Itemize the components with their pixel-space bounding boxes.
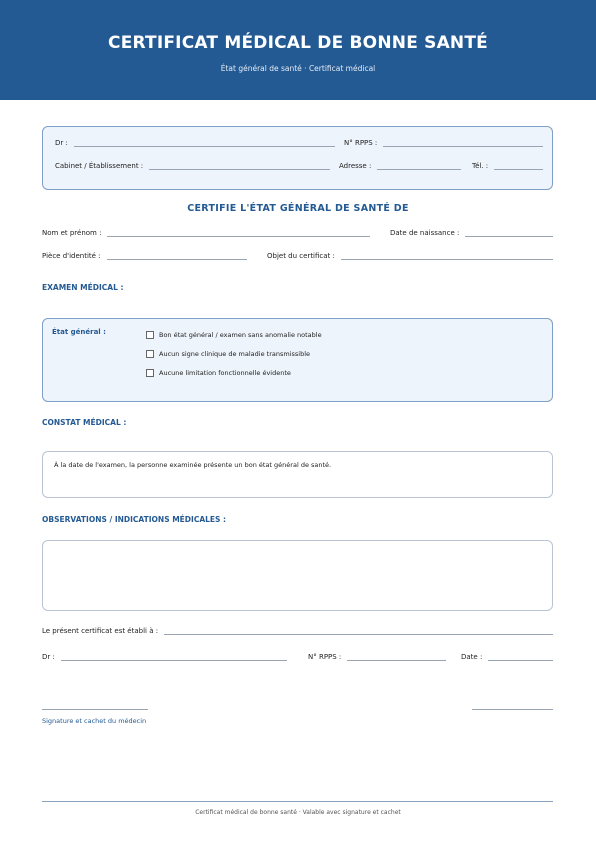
- tel-line[interactable]: [494, 164, 543, 170]
- doctor-rpps-field[interactable]: [344, 139, 543, 147]
- closing-rpps-line[interactable]: [347, 655, 446, 661]
- exam-section-title: EXAMEN MÉDICAL :: [42, 283, 124, 292]
- doctor-name-label: Dr :: [55, 139, 68, 147]
- closing-doctor-line[interactable]: [61, 655, 287, 661]
- stamp-line[interactable]: [472, 709, 553, 710]
- checkbox-option-1-label: Bon état général / examen sans anomalie notable: [159, 331, 322, 339]
- established-at-label: Le présent certificat est établi à :: [42, 627, 159, 635]
- general-state-label: État général :: [52, 328, 106, 336]
- id-document-line[interactable]: [107, 254, 247, 260]
- document-subtitle: État général de santé · Certificat médical: [220, 64, 376, 73]
- tel-label: Tél. :: [472, 162, 489, 170]
- checkbox-option-1[interactable]: [146, 331, 322, 339]
- closing-date-field[interactable]: [461, 653, 553, 661]
- adresse-line[interactable]: [377, 164, 461, 170]
- adresse-field[interactable]: [339, 162, 461, 170]
- checkbox-2[interactable]: [146, 350, 154, 358]
- birthdate-label: Date de naissance :: [390, 229, 460, 237]
- doctor-name-field[interactable]: [55, 139, 335, 147]
- observations-section-title: OBSERVATIONS / INDICATIONS MÉDICALES :: [42, 515, 227, 524]
- document-header: [0, 0, 596, 100]
- observations-box[interactable]: [42, 540, 553, 611]
- doctor-name-line[interactable]: [74, 141, 335, 147]
- id-document-field[interactable]: [42, 252, 247, 260]
- closing-doctor-label: Dr :: [42, 653, 55, 661]
- birthdate-field[interactable]: [390, 229, 553, 237]
- established-at-field[interactable]: [42, 627, 553, 635]
- signature-label: Signature et cachet du médecin: [42, 717, 147, 725]
- footer-divider: [42, 801, 553, 802]
- doctor-info-box: [42, 126, 553, 190]
- doctor-rpps-label: N° RPPS :: [344, 139, 378, 147]
- closing-date-label: Date :: [461, 653, 483, 661]
- closing-rpps-field[interactable]: [308, 653, 446, 661]
- birthdate-line[interactable]: [465, 231, 553, 237]
- cabinet-field[interactable]: [55, 162, 330, 170]
- constat-text: À la date de l'examen, la personne examinée présente un bon état général de santé.: [54, 461, 332, 469]
- certifies-title: CERTIFIE L'ÉTAT GÉNÉRAL DE SANTÉ DE: [187, 203, 409, 214]
- checkbox-option-3[interactable]: [146, 369, 291, 377]
- footer-text: Certificat médical de bonne santé · Valable avec signature et cachet: [195, 809, 401, 816]
- signature-line[interactable]: [42, 709, 148, 710]
- established-at-line[interactable]: [164, 629, 553, 635]
- checkbox-3[interactable]: [146, 369, 154, 377]
- closing-date-line[interactable]: [488, 655, 553, 661]
- checkbox-option-2[interactable]: [146, 350, 310, 358]
- patient-name-label: Nom et prénom :: [42, 229, 102, 237]
- certificate-purpose-line[interactable]: [341, 254, 553, 260]
- closing-rpps-label: N° RPPS :: [308, 653, 342, 661]
- constat-box[interactable]: [42, 451, 553, 498]
- checkbox-option-3-label: Aucune limitation fonctionnelle évidente: [159, 369, 291, 377]
- checkbox-1[interactable]: [146, 331, 154, 339]
- closing-doctor-field[interactable]: [42, 653, 287, 661]
- patient-name-field[interactable]: [42, 229, 370, 237]
- certificate-purpose-field[interactable]: [267, 252, 553, 260]
- certificate-purpose-label: Objet du certificat :: [267, 252, 335, 260]
- id-document-label: Pièce d'identité :: [42, 252, 101, 260]
- cabinet-label: Cabinet / Établissement :: [55, 162, 144, 170]
- tel-field[interactable]: [472, 162, 543, 170]
- document-title: CERTIFICAT MÉDICAL DE BONNE SANTÉ: [108, 33, 488, 53]
- adresse-label: Adresse :: [339, 162, 372, 170]
- doctor-rpps-line[interactable]: [383, 141, 543, 147]
- patient-name-line[interactable]: [107, 231, 370, 237]
- constat-section-title: CONSTAT MÉDICAL :: [42, 418, 127, 427]
- checkbox-option-2-label: Aucun signe clinique de maladie transmissible: [159, 350, 311, 358]
- cabinet-line[interactable]: [149, 164, 330, 170]
